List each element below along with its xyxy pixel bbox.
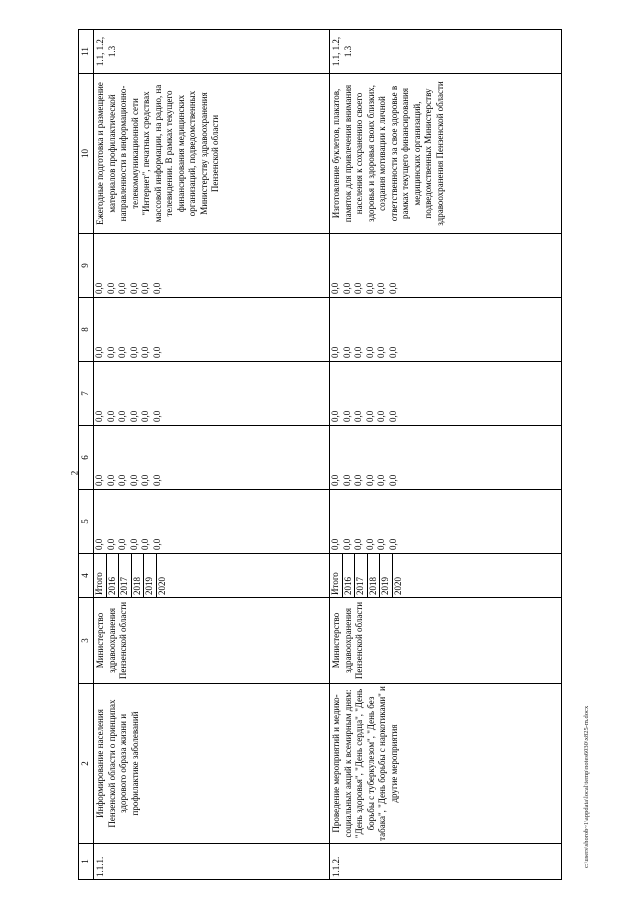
funding-col-5: [330, 490, 562, 554]
value: 0,0: [140, 538, 150, 550]
value: 0,0: [376, 410, 386, 422]
value: 0,0: [151, 346, 162, 358]
year-item: Итого: [94, 554, 106, 597]
value: 0,0: [376, 282, 386, 294]
value: 0,0: [364, 538, 375, 550]
year-item: 2016: [342, 554, 355, 597]
year-item: 2020: [156, 577, 167, 595]
year-item: 2019: [144, 554, 157, 597]
document-file-path: c:\users\shorob~1\appdata\local\temp\notes6030\x825-m.docx: [583, 705, 590, 868]
value: 0,0: [387, 538, 398, 550]
value: 0,0: [117, 282, 127, 294]
value: 0,0: [94, 410, 104, 422]
value: 0,0: [117, 538, 127, 550]
value: 0,0: [376, 346, 386, 358]
value: 0,0: [151, 474, 162, 486]
value: 0,0: [364, 282, 375, 294]
value: 0,0: [128, 474, 139, 486]
year-item: Итого: [330, 554, 342, 597]
value: 0,0: [387, 346, 398, 358]
year-item: 2017: [119, 554, 132, 597]
value: 0,0: [94, 538, 104, 550]
value: 0,0: [151, 410, 162, 422]
years-cell: [330, 554, 562, 598]
value: 0,0: [140, 282, 150, 294]
header-cell: 1: [79, 844, 94, 880]
years-list: [94, 554, 168, 597]
page-number: 2: [69, 470, 80, 476]
value: 0,0: [140, 410, 150, 422]
row-number: 1.1.1.: [94, 844, 330, 880]
years-list: [330, 554, 404, 597]
value: 0,0: [364, 410, 375, 422]
value: 0,0: [376, 474, 386, 486]
value: 0,0: [117, 346, 127, 358]
value: 0,0: [353, 346, 363, 358]
expected-result: Ежегодные подготовка и размещение материалов профилактической направленности в информационно-телекоммуникационной сети "Интернет", печатных средствах массовой информации, на радио, на телевидении. В рамках текущего финансирования медицинских организаций, подведомственных Министерству здравоохранения Пензенской области: [94, 74, 330, 234]
funding-col-6: [94, 426, 330, 490]
value: 0,0: [94, 282, 104, 294]
header-cell: 7: [79, 362, 94, 426]
value: 0,0: [140, 346, 150, 358]
value: 0,0: [330, 346, 340, 358]
activity-name: Проведение мероприятий и медико-социальных акций к всемирным дням: "День здоровья", "День сердца", "День борьбы с туберкулезом", "День без табака", "День борьбы с наркотиками" и другие мероприятия: [330, 684, 562, 844]
header-cell: 9: [79, 234, 94, 298]
years-cell: [94, 554, 330, 598]
value: 0,0: [94, 346, 104, 358]
value: 0,0: [353, 282, 363, 294]
year-item: 2016: [106, 554, 119, 597]
value: 0,0: [117, 474, 127, 486]
value: 0,0: [105, 410, 116, 422]
header-cell: 5: [79, 490, 94, 554]
year-item: 2018: [367, 554, 380, 597]
value: 0,0: [105, 346, 116, 358]
value: 0,0: [353, 538, 363, 550]
value: 0,0: [353, 410, 363, 422]
funding-col-9: [330, 234, 562, 298]
funding-col-7: [94, 362, 330, 426]
value: 0,0: [140, 474, 150, 486]
value: 0,0: [117, 410, 127, 422]
year-item: 2020: [392, 577, 403, 595]
funding-col-9: [94, 234, 330, 298]
funding-col-7: [330, 362, 562, 426]
value: 0,0: [94, 474, 104, 486]
value: 0,0: [128, 282, 139, 294]
year-item: 2019: [380, 554, 393, 597]
funding-col-8: [330, 298, 562, 362]
header-cell: 2: [79, 684, 94, 844]
header-cell: 3: [79, 598, 94, 684]
executor: Министерство здравоохранения Пензенской области: [94, 598, 330, 684]
funding-col-5: [94, 490, 330, 554]
value: 0,0: [330, 410, 340, 422]
value: 0,0: [341, 410, 352, 422]
header-cell: 10: [79, 74, 94, 234]
value: 0,0: [128, 410, 139, 422]
value: 0,0: [128, 538, 139, 550]
header-cell: 11: [79, 30, 94, 74]
header-cell: 8: [79, 298, 94, 362]
value: 0,0: [330, 282, 340, 294]
funding-col-8: [94, 298, 330, 362]
value: 0,0: [364, 474, 375, 486]
value: 0,0: [105, 282, 116, 294]
header-cell: 4: [79, 554, 94, 598]
value: 0,0: [105, 474, 116, 486]
year-item: 2017: [355, 554, 368, 597]
value: 0,0: [341, 282, 352, 294]
program-activities-table: [78, 29, 562, 880]
table-row: [94, 30, 330, 880]
value: 0,0: [341, 474, 352, 486]
header-cell: 6: [79, 426, 94, 490]
value: 0,0: [128, 346, 139, 358]
header-row: [79, 30, 94, 880]
executor: Министерство здравоохранения Пензенской области: [330, 598, 562, 684]
value: 0,0: [387, 474, 398, 486]
value: 0,0: [341, 346, 352, 358]
year-item: 2018: [131, 554, 144, 597]
value: 0,0: [387, 410, 398, 422]
value: 0,0: [330, 474, 340, 486]
value: 0,0: [376, 538, 386, 550]
table-row: [330, 30, 562, 880]
value: 0,0: [387, 282, 398, 294]
value: 0,0: [105, 538, 116, 550]
indicator-link: 1.1, 1.2, 1.3: [330, 30, 562, 74]
funding-col-6: [330, 426, 562, 490]
expected-result: Изготовление буклетов, плакатов, памяток для привлечения внимания населения к сохранению своего здоровья и здоровья своих близких, создания мотивации к личной ответственности за свое здоровье в рамках текущего финансирования медицинских организаций, подведомственных Министерству здравоохранения Пензенской области: [330, 74, 562, 234]
indicator-link: 1.1, 1.2, 1.3: [94, 30, 330, 74]
value: 0,0: [353, 474, 363, 486]
value: 0,0: [151, 282, 162, 294]
value: 0,0: [151, 538, 162, 550]
rotated-table-container: [78, 30, 560, 880]
value: 0,0: [330, 538, 340, 550]
row-number: 1.1.2.: [330, 844, 562, 880]
value: 0,0: [341, 538, 352, 550]
activity-name: Информирование населения Пензенской области о принципах здорового образа жизни и профилактике заболеваний: [94, 684, 330, 844]
value: 0,0: [364, 346, 375, 358]
